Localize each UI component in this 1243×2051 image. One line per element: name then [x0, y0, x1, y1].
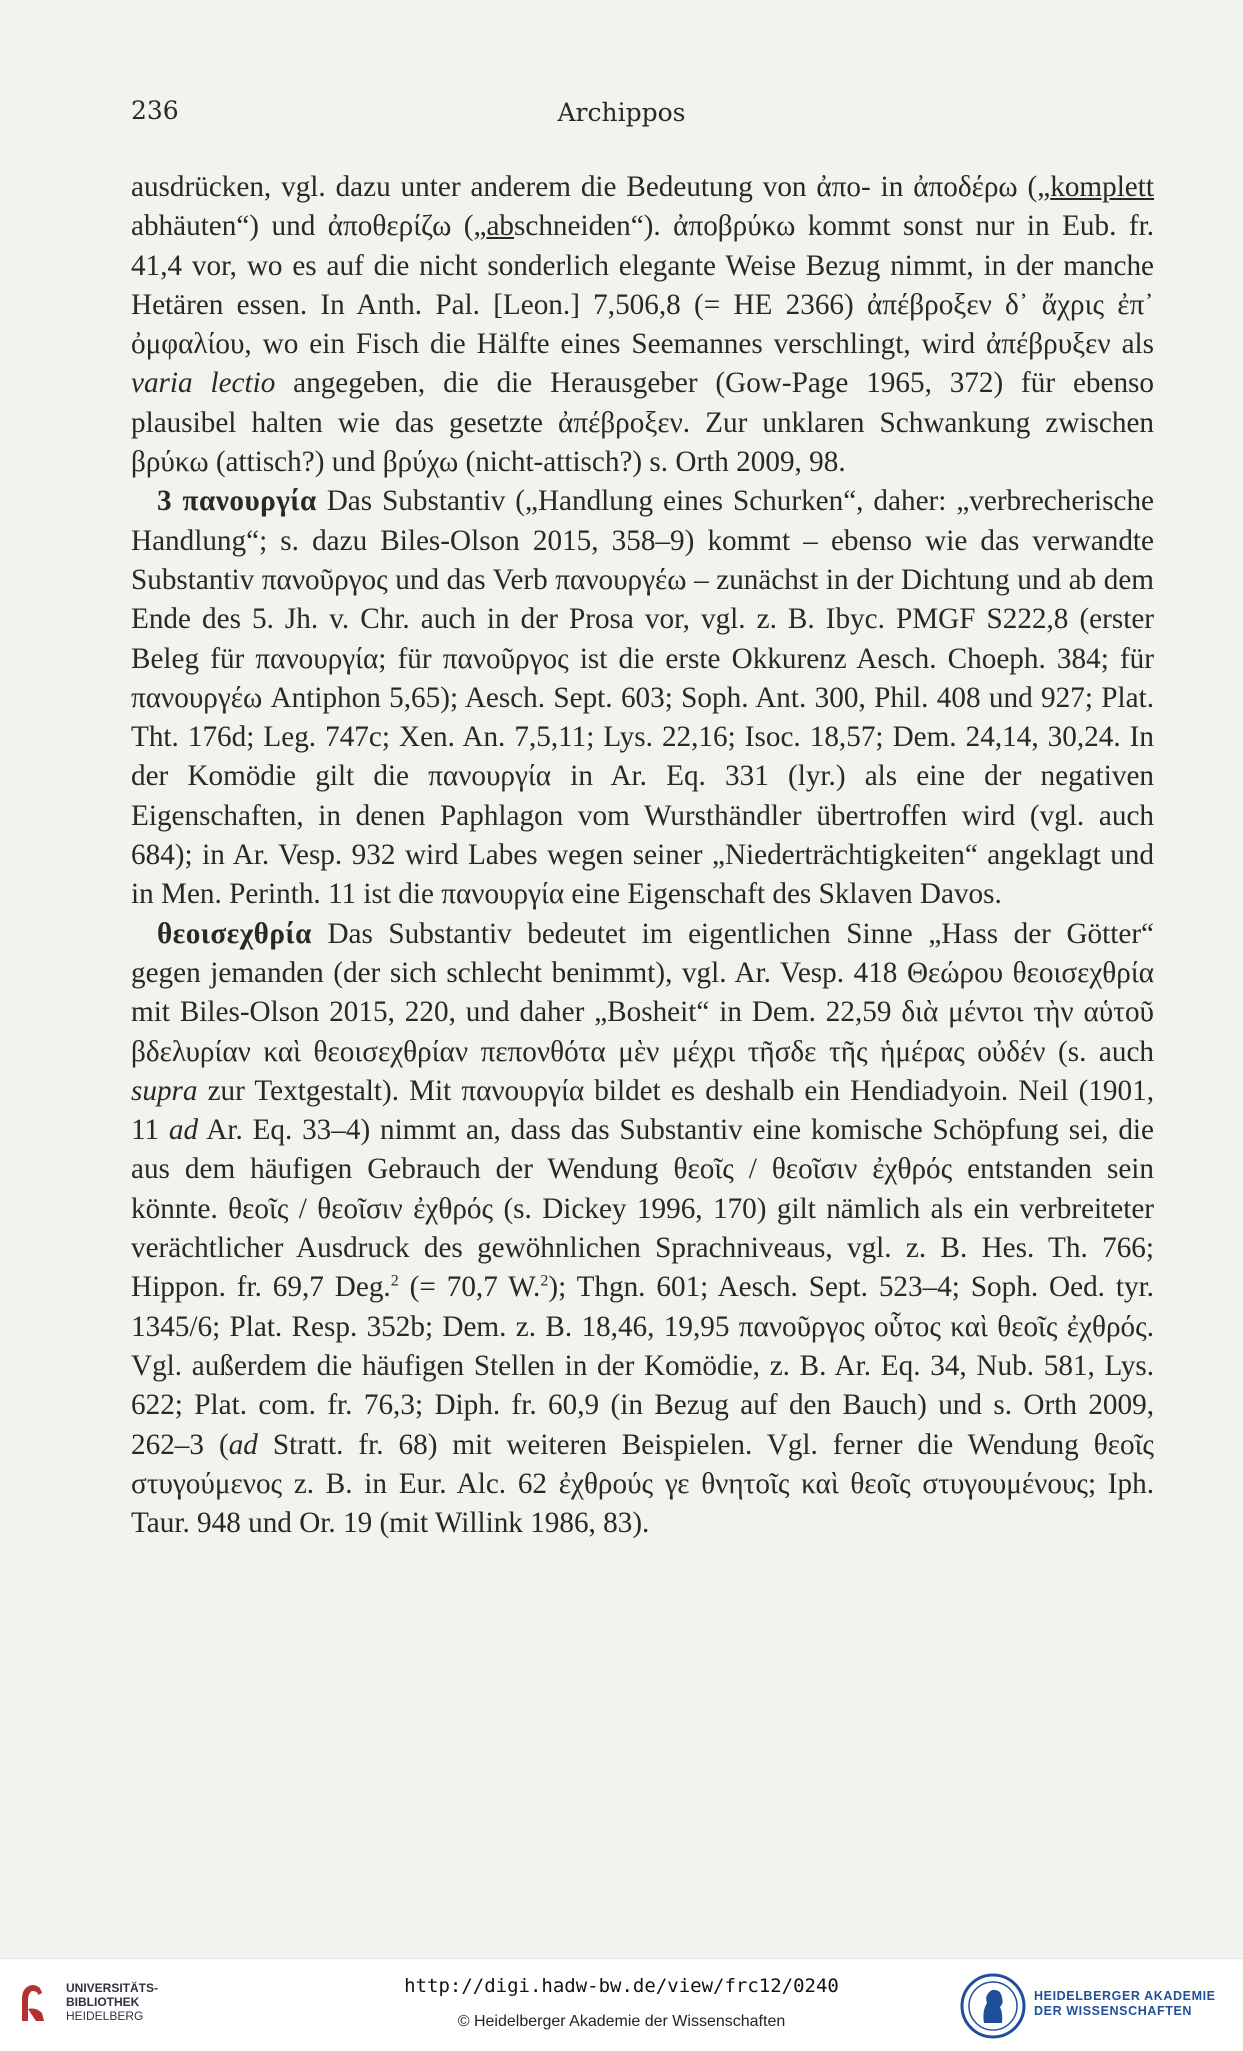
- footer-bar: [0, 1958, 1243, 2051]
- page-header: [0, 96, 1243, 136]
- lemma-theoisechthria: θεοισεχθρία: [157, 917, 312, 950]
- underlined-prefix: ab: [486, 210, 515, 243]
- academy-seal-icon: [960, 1973, 1026, 2039]
- academy-text: HEIDELBERGER AKADEMIE DER WISSENSCHAFTEN: [1034, 1989, 1216, 2018]
- footnote-superscript: 2: [390, 1272, 399, 1290]
- permalink-url[interactable]: http://digi.hadw-bw.de/view/frc12/0240: [404, 1975, 839, 1997]
- commentary-text: [131, 168, 1154, 1543]
- paragraph-3: θεοισεχθρία Das Substantiv bedeutet im eigentlichen Sinne „Hass der Götter“ gegen jemanden (der sich schlecht benimmt), vgl. Ar. Vesp. 418 Θεώρου θεοισεχθρία mit Biles-Olson 2015, 220, und daher „Bosheit“ in Dem. 22,59 διὰ μέντοι τὴν αὑτοῦ βδελυρίαν καὶ θεοισεχθρίαν πεπονθότα μὲν μέχρι τῆσδε τῆς ἡμέρας οὐδέν (s. auch supra zur Textgestalt). Mit πανουργία bildet es deshalb ein Hendiadyoin. Neil (1901, 11 ad Ar. Eq. 33–4) nimmt an, dass das Substantiv eine komische Schöpfung sei, die aus dem häufigen Gebrauch der Wendung θεοῖς / θεοῖσιν ἐχθρός entstanden sein könnte. θεοῖς / θεοῖσιν ἐχθρός (s. Dickey 1996, 170) gilt nämlich als ein verbreiteter verächtlicher Ausdruck des gewöhnlichen Sprachniveaus, vgl. z. B. Hes. Th. 766; Hippon. fr. 69,7 Deg.$^2$ (= 70,7 W.$^2$); Thgn. 601; Aesch. Sept. 523–4; Soph. Oed. tyr. 1345/6; Plat. Resp. 352b; Dem. z. B. 18,46, 19,95 πανοῦργος οὗτος καὶ θεοῖς ἐχθρός. Vgl. außerdem die häufigen Stellen in der Komödie, z. B. Ar. Eq. 34, Nub. 581, Lys. 622; Plat. com. fr. 76,3; Diph. fr. 60,9 (in Bezug auf den Bauch) und s. Orth 2009, 262–3 (ad Stratt. fr. 68) mit weiteren Beispielen. Vgl. ferner die Wendung θεοῖς στυγούμενος z. B. in Eur. Alc. 62 ἐχθρούς γε θνητοῖς καὶ θεοῖς στυγουμένους; Iph. Taur. 948 und Or. 19 (mit Willink 1986, 83).: [131, 917, 1154, 1540]
- italic-term: varia lectio: [131, 367, 276, 400]
- footnote-superscript: 2: [540, 1272, 549, 1290]
- underlined-word: komplett: [1050, 171, 1154, 203]
- paragraph-1: ausdrücken, vgl. dazu unter anderem die Bedeutung von ἀπο- in ἀποδέρω („komplett abhäuten“) und ἀποθερίζω („abschneiden“). ἀποβρύκω kommt sonst nur in Eub. fr. 41,4 vor, wo es auf die nicht sonderlich elegante Weise Bezug nimmt, in der manche Hetären essen. In Anth. Pal. [Leon.] 7,506,8 (= HE 2366) ἀπέβροξεν δ᾽ ἄχρις ἐπ᾽ ὀμφαλίου, wo ein Fisch die Hälfte eines Seemannes verschlingt, wird ἀπέβρυξεν als varia lectio angegeben, die die Herausgeber (Gow-Page 1965, 372) für ebenso plausibel halten wie das gesetzte ἀπέβροξεν. Zur unklaren Schwankung zwischen βρύκω (attisch?) und βρύχω (nicht-attisch?) s. Orth 2009, 98.: [131, 171, 1154, 479]
- copyright-notice: © Heidelberger Akademie der Wissenschaften: [457, 2013, 786, 2030]
- paragraph-2: 3 πανουργία Das Substantiv („Handlung eines Schurken“, daher: „verbrecherische Handlung“; s. dazu Biles-Olson 2015, 358–9) kommt – ebenso wie das verwandte Substantiv πανοῦργος und das Verb πανουργέω – zunächst in der Dichtung und ab dem Ende des 5. Jh. v. Chr. auch in der Prosa vor, vgl. z. B. Ibyc. PMGF S222,8 (erster Beleg für πανουργία; für πανοῦργος ist die erste Okkurenz Aesch. Choeph. 384; für πανουργέω Antiphon 5,65); Aesch. Sept. 603; Soph. Ant. 300, Phil. 408 und 927; Plat. Tht. 176d; Leg. 747c; Xen. An. 7,5,11; Lys. 22,16; Isoc. 18,57; Dem. 24,14, 30,24. In der Komödie gilt die πανουργία in Ar. Eq. 331 (lyr.) als eine der negativen Eigenschaften, in denen Paphlagon vom Wursthändler übertroffen wird (vgl. auch 684); in Ar. Vesp. 932 wird Labes wegen seiner „Niederträchtigkeiten“ angeklagt und in Men. Perinth. 11 ist die πανουργία eine Eigenschaft des Sklaven Davos.: [131, 485, 1155, 911]
- page-number: 236: [131, 96, 179, 125]
- university-library-text: UNIVERSITÄTS- BIBLIOTHEK HEIDELBERG: [66, 1981, 159, 2023]
- running-title: Archippos: [557, 98, 686, 127]
- lemma-panourgia: 3 πανουργία: [157, 485, 317, 518]
- academy-logo[interactable]: [960, 1971, 1230, 2041]
